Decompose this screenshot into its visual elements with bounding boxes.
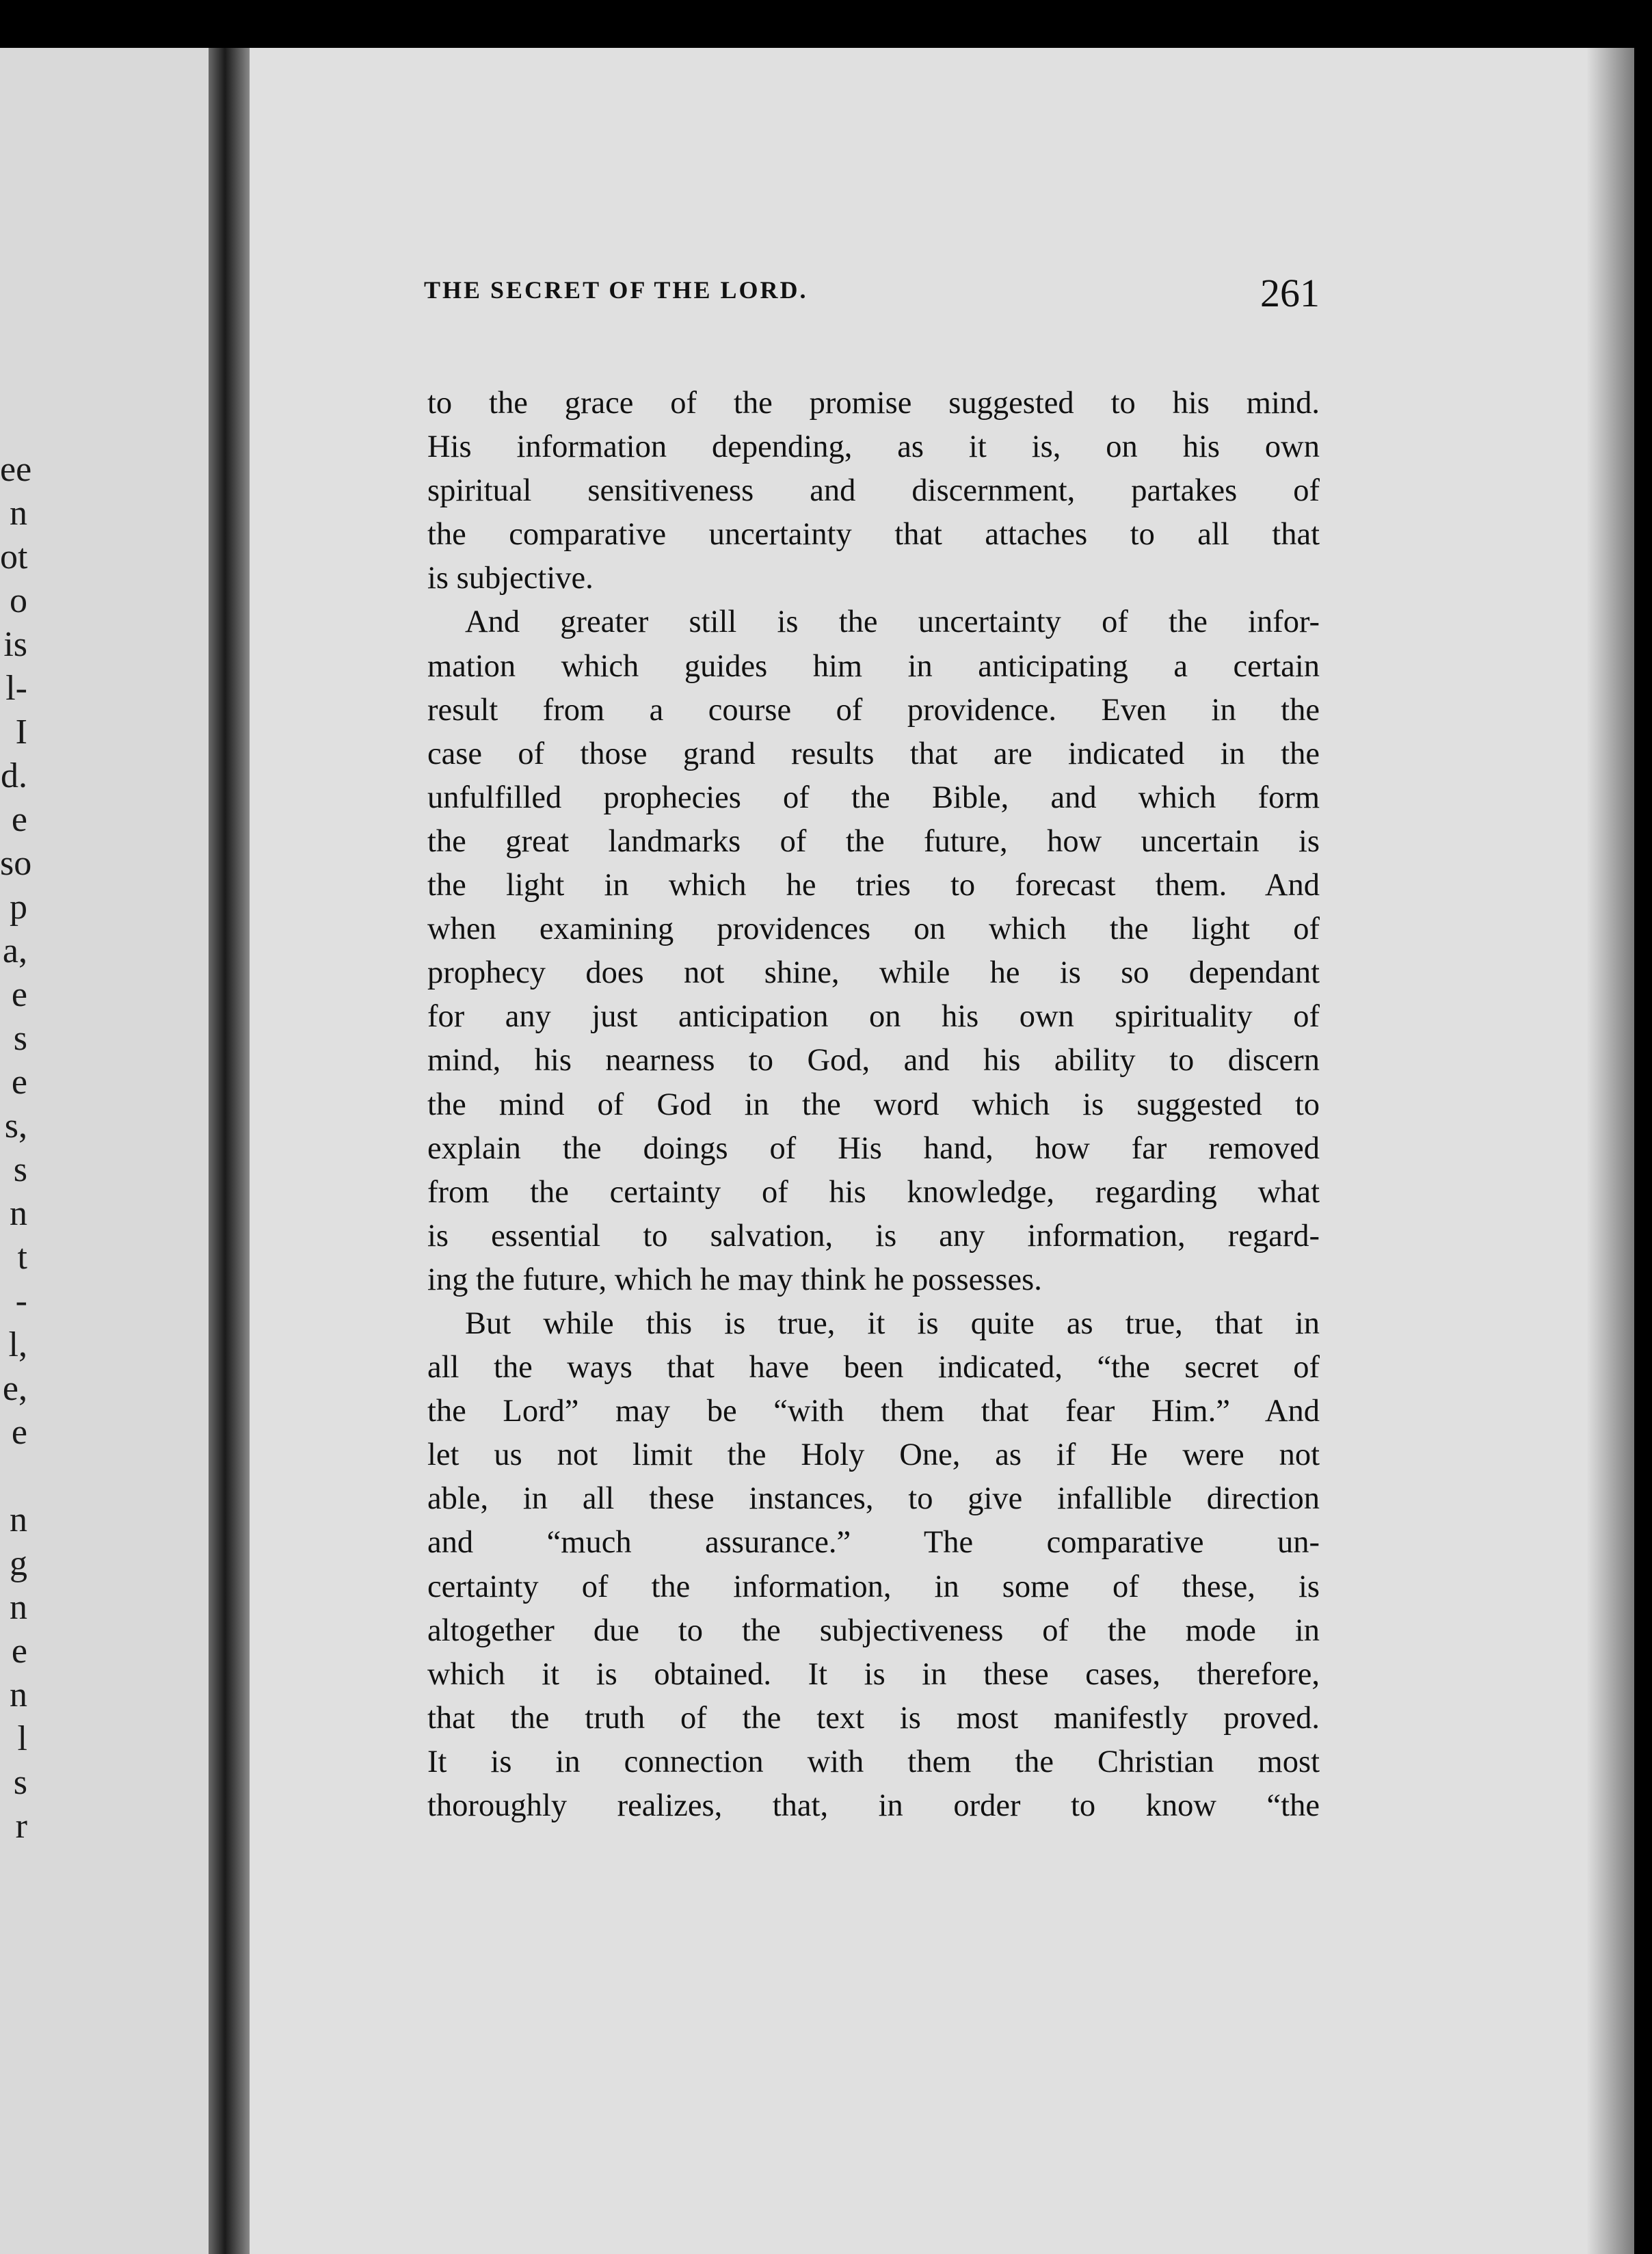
facing-page [0,48,209,2254]
facing-page-fragment: o [10,581,27,620]
facing-page-fragment: l, [8,1325,27,1364]
facing-page-fragment: g [10,1544,27,1583]
facing-page-fragment [0,1455,27,1498]
text-line: certainty of the information, in some of these, is [427,1569,1320,1604]
running-title: THE SECRET OF THE LORD. [424,276,808,304]
text-line: the mind of God in the word which is suggested to [427,1087,1320,1122]
text-line: the Lord” may be “with them that fear Him.” And [427,1394,1320,1429]
text-line: prophecy does not shine, while he is so dependant [427,955,1320,991]
text-line: His information depending, as it is, on his own [427,429,1320,465]
text-line: and “much assurance.” The comparative un- [427,1525,1320,1561]
facing-page-fragment: is [3,625,27,664]
text-line: result from a course of providence. Even in the [427,692,1320,728]
text-line: from the certainty of his knowledge, regarding what [427,1174,1320,1210]
facing-page-fragment: s [13,1150,27,1189]
text-line: to the grace of the promise suggested to his mind. [427,386,1320,421]
text-line: that the truth of the text is most manifestly proved. [427,1700,1320,1736]
facing-page-fragment: l- [5,669,27,708]
text-line: But while this is true, it is quite as true, that in [465,1305,1320,1341]
facing-page-fragment: n [10,1675,27,1714]
text-line: spiritual sensitiveness and discernment, partakes of [427,473,1320,509]
book-gutter [209,48,250,2254]
facing-page-fragment: e, [2,1369,27,1408]
facing-page-fragment: s [13,1763,27,1802]
facing-page-text-fragments [0,448,32,1892]
facing-page-fragment: a, [2,931,27,970]
facing-page-fragment: n [10,1500,27,1539]
text-line: explain the doings of His hand, how far removed [427,1130,1320,1166]
facing-page-fragment: e [11,1413,27,1452]
text-line: case of those grand results that are indicated in the [427,736,1320,771]
text-line: altogether due to the subjectiveness of the mode in [427,1613,1320,1648]
text-line: And greater still is the uncertainty of the infor- [465,605,1320,640]
text-line: when examining providences on which the light of [427,912,1320,947]
text-line: mation which guides him in anticipating a certain [427,648,1320,684]
facing-page-fragment: s [13,1019,27,1058]
text-line: It is in connection with them the Christian most [427,1744,1320,1779]
facing-page-fragment: d. [1,756,27,795]
text-line: which it is obtained. It is in these cases, therefore, [427,1656,1320,1692]
facing-page-fragment: e [11,800,27,839]
facing-page-fragment: - [15,1282,27,1321]
facing-page-fragment: n [10,1194,27,1233]
text-line: mind, his nearness to God, and his ability to discern [427,1043,1320,1078]
facing-page-fragment: r [15,1807,27,1846]
text-line: able, in all these instances, to give infallible direction [427,1481,1320,1517]
body-text [427,382,1320,1828]
text-line: let us not limit the Holy One, as if He were not [427,1437,1320,1473]
text-line: is essential to salvation, is any information, regard- [427,1218,1320,1254]
facing-page-fragment: ot [0,538,28,576]
facing-page-fragment: ee [0,450,32,489]
text-line: the great landmarks of the future, how uncertain is [427,823,1320,859]
facing-page-fragment: so [0,844,32,883]
text-line: the light in which he tries to forecast them. And [427,868,1320,903]
facing-page-fragment: l [17,1719,27,1758]
text-line: is subjective. [427,561,594,596]
running-head [424,270,1320,325]
facing-page-fragment: p [10,888,27,927]
facing-page-fragment: e [11,1063,27,1102]
text-line: the comparative uncertainty that attaches to all that [427,517,1320,553]
text-line: unfulfilled prophecies of the Bible, and which form [427,780,1320,815]
text-line: thoroughly realizes, that, in order to know “the [427,1788,1320,1823]
facing-page-fragment: s, [4,1106,27,1145]
facing-page-fragment: t [17,1238,27,1277]
text-line: ing the future, which he may think he possesses. [427,1262,1042,1297]
text-line: for any just anticipation on his own spirituality of [427,999,1320,1035]
facing-page-fragment: I [15,713,27,752]
facing-page-fragment: n [10,1588,27,1627]
text-line: all the ways that have been indicated, “the secret of [427,1350,1320,1385]
facing-page-fragment [0,1848,27,1892]
facing-page-fragment: n [10,494,27,533]
facing-page-fragment: e [11,975,27,1014]
page-number: 261 [1260,271,1320,315]
facing-page-fragment: e [11,1632,27,1671]
